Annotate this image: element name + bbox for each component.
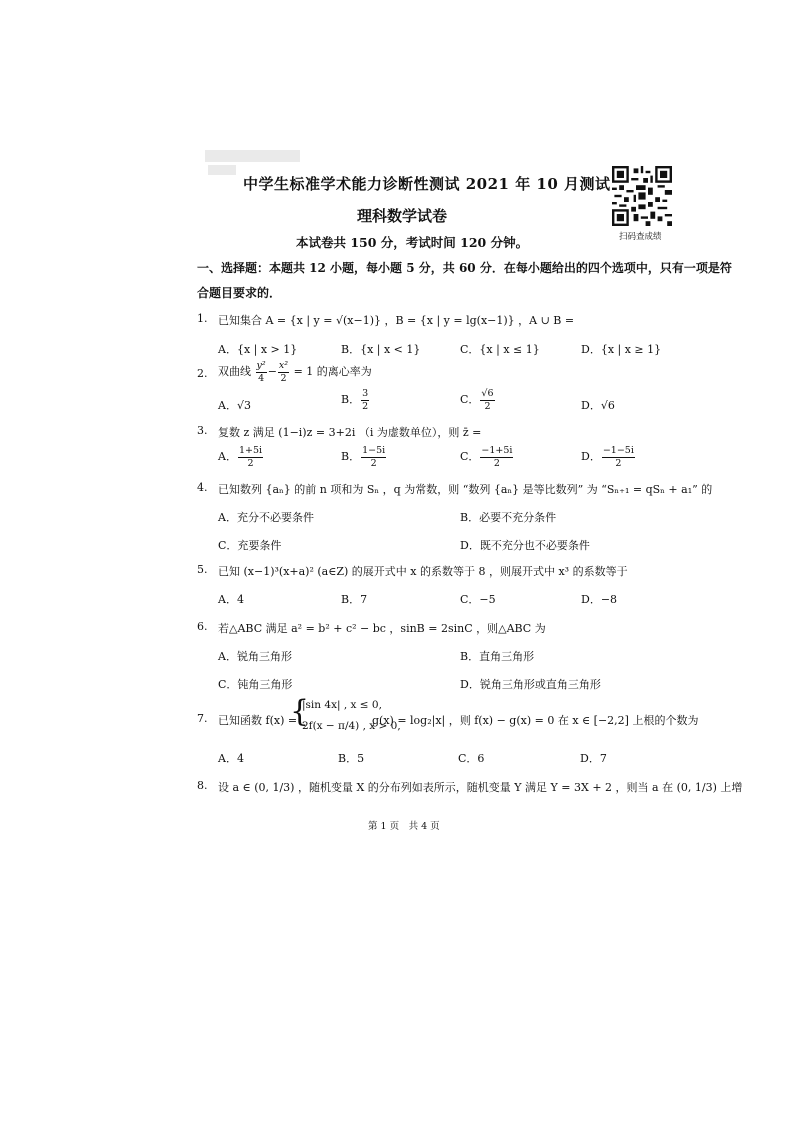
fraction-numerator: y² [256,360,266,371]
option-label: C． [460,393,480,406]
question-stem: 已知 (x−1)³(x+a)² (a∈Z) 的展开式中 x 的系数等于 8 ，则展开式中 x³ 的系数等于 [218,565,628,578]
piecewise-case-2: 2f(x − π/4) , x > 0, [302,720,401,732]
option-d: D．−8 [581,593,618,606]
fraction-denominator: 2 [247,457,254,469]
option-label: A． [218,450,237,463]
piecewise-brace: { [290,694,310,729]
option-a: A．4 [218,593,244,606]
piecewise-case-1: |sin 4x| , x ≤ 0, [302,699,382,711]
option-b: B．5 [338,752,365,765]
option-a: A．锐角三角形 [218,650,292,663]
option-b: B．{x | x < 1} [341,343,421,356]
question-stem: 若△ABC 满足 a² = b² + c² − bc ，sinB = 2sinC ，则△ABC 为 [218,622,546,635]
option-d: D．√6 [581,399,615,412]
option-a: A．{x | x > 1} [218,343,298,356]
fraction-denominator: 2 [280,372,287,384]
question-stem: 设 a ∈ (0, 1/3) ，随机变量 X 的分布列如表所示，随机变量 Y 满足 Y = 3X + 2 ，则当 a 在 (0, 1/3) 上增 [218,781,743,794]
qr-code [612,166,672,226]
scan-smudge [208,165,236,175]
option-c [460,389,496,411]
fraction-numerator: −1−5i [602,445,634,456]
question-number: 5. [197,563,208,576]
option-c: C．充要条件 [218,539,282,552]
question-number: 4. [197,481,208,494]
option-c [460,446,514,468]
option-c: C．{x | x ≤ 1} [460,343,540,356]
scan-smudge [205,150,300,162]
fraction-numerator: 3 [362,388,369,399]
option-b: B．7 [341,593,368,606]
question-number: 7. [197,712,208,725]
exam-subtitle: 理科数学试卷 [357,207,448,225]
question-stem: 已知集合 A = {x | y = √(x−1)} ，B = {x | y = lg(x−1)} ，A ∪ B = [218,314,575,327]
option-d: D．锐角三角形或直角三角形 [460,678,601,691]
fraction-denominator: 2 [370,457,377,469]
fraction-numerator: 1+5i [238,445,263,456]
question-number: 1. [197,312,208,325]
option-b [341,446,387,468]
fraction-denominator: 2 [362,400,369,412]
fraction-denominator: 2 [615,457,622,469]
question-stem-prefix: 已知函数 f(x) = [218,714,298,727]
option-d [581,446,636,468]
question-stem-suffix: g(x) = log₂|x| ，则 f(x) − g(x) = 0 在 x ∈ [−2,2] 上根的个数为 [372,714,699,727]
option-label: B． [341,450,361,463]
exam-title: 中学生标准学术能力诊断性测试 2021 年 10 月测试 [243,175,611,193]
fraction-numerator: 1−5i [362,445,386,456]
option-a: A．√3 [218,399,251,412]
option-d: D．7 [580,752,607,765]
question-stem: 已知数列 {aₙ} 的前 n 项和为 Sₙ ，q 为常数，则 “数列 {aₙ} 是等比数列” 为 “Sₙ₊₁ = qSₙ + a₁” 的 [218,483,713,496]
question-stem: 复数 z 满足 (1−i)z = 3+2i （i 为虚数单位），则 z̄ = [218,426,482,439]
section-heading: 一、选择题：本题共 12 小题，每小题 5 分，共 60 分．在每小题给出的四个选项中，只有一项是符 [197,261,732,275]
option-b: B．直角三角形 [460,650,535,663]
option-d: D．{x | x ≥ 1} [581,343,662,356]
option-a: A．4 [218,752,244,765]
option-d: D．既不充分也不必要条件 [460,539,590,552]
stem-prefix: 双曲线 [218,365,251,378]
fraction-numerator: −1+5i [481,445,513,456]
exam-info: 本试卷共 150 分，考试时间 120 分钟。 [296,235,529,250]
equation-rhs: = 1 [290,365,314,378]
question-number: 2. [197,367,208,380]
fraction-denominator: 4 [258,372,265,384]
stem-suffix: 的离心率为 [316,365,372,378]
option-b [341,389,370,411]
option-label: B． [341,393,361,406]
option-label: D． [581,450,601,463]
option-c: C．钝角三角形 [218,678,293,691]
question-stem: 双曲线 $\frac{\text{y²}}{4}$ − $\frac{\text{x²}}{2}$ = 1 的离心率为 [218,360,372,384]
question-number: 3. [197,424,208,437]
fraction-numerator: √6 [481,388,494,399]
option-label: C． [460,450,480,463]
page-footer: 第 1 页 共 4 页 [368,821,440,832]
qr-caption: 扫码查成绩 [619,232,662,242]
option-c: C．6 [458,752,485,765]
fraction-numerator: x² [278,360,289,371]
fraction-denominator: 2 [484,400,491,412]
question-number: 8. [197,779,208,792]
option-b: B．必要不充分条件 [460,511,557,524]
question-number: 6. [197,620,208,633]
section-heading-cont: 合题目要求的． [197,286,282,300]
option-a: A．充分不必要条件 [218,511,314,524]
option-c: C．−5 [460,593,496,606]
fraction-denominator: 2 [493,457,500,469]
option-a [218,446,264,468]
